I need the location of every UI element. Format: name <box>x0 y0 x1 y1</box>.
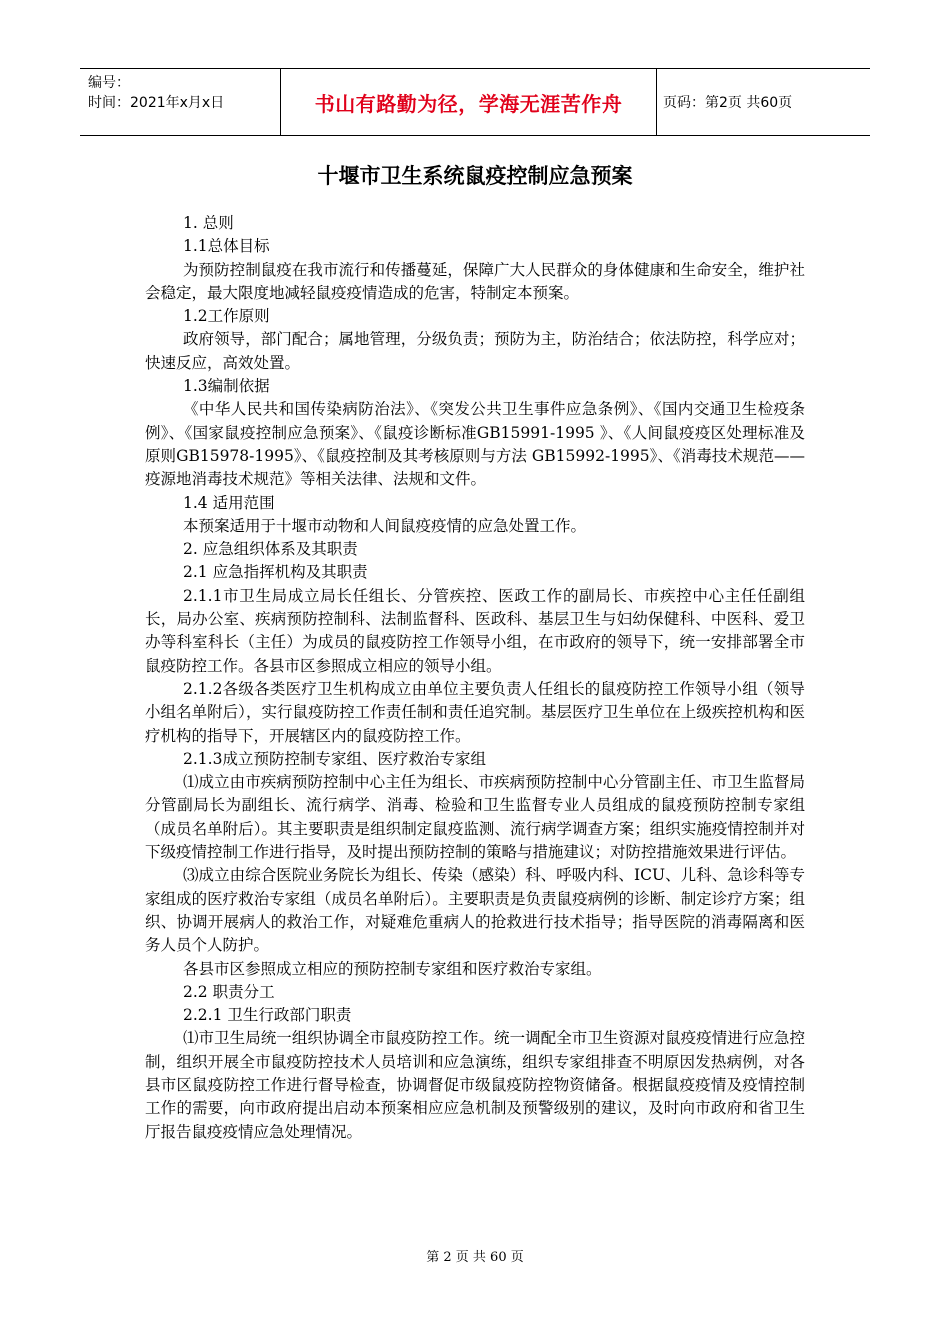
paragraph: 2.1.1市卫生局成立局长任组长、分管疾控、医政工作的副局长、市疾控中心主任任副组长，局办公室、疾病预防控制科、法制监督科、医政科、基层卫生与妇幼保健科、中医科、爱卫办等科室科长（主任）为成员的鼠疫防控工作领导小组，在市政府的领导下，统一安排部署全市鼠疫防控工作。各县市区参照成立相应的领导小组。 <box>145 586 805 675</box>
paragraph: 本预案适用于十堰市动物和人间鼠疫疫情的应急处置工作。 <box>183 516 587 535</box>
document-body <box>145 212 805 1144</box>
document-number-label: 编号： <box>88 75 130 91</box>
paragraph: 2.1.3成立预防控制专家组、医疗救治专家组 <box>183 749 486 768</box>
document-title: 十堰市卫生系统鼠疫控制应急预案 <box>317 164 633 188</box>
paragraph: 2. 应急组织体系及其职责 <box>183 540 358 559</box>
document-date-label: 时间：2021年x月x日 <box>88 95 225 111</box>
paragraph: 2.1.2各级各类医疗卫生机构成立由单位主要负责人任组长的鼠疫防控工作领导小组（领导小组名单附后），实行鼠疫防控工作责任制和责任追究制。基层医疗卫生单位在上级疾控机构和医疗机构的指导下，开展辖区内的鼠疫防控工作。 <box>145 679 805 745</box>
paragraph: 2.1 应急指挥机构及其职责 <box>183 563 368 582</box>
paragraph: ⑶成立由综合医院业务院长为组长、传染（感染）科、呼吸内科、ICU、儿科、急诊科等专家组成的医疗救治专家组（成员名单附后）。主要职责是负责鼠疫病例的诊断、制定诊疗方案；组织、协调开展病人的救治工作，对疑难危重病人的抢救进行技术指导；指导医院的消毒隔离和医务人员个人防护。 <box>145 866 805 955</box>
paragraph: 1.1总体目标 <box>183 237 270 256</box>
paragraph: 1. 总则 <box>183 214 234 232</box>
paragraph: 2.2.1 卫生行政部门职责 <box>183 1006 352 1025</box>
header-page-info: 页码：第2页 共60页 <box>663 95 793 111</box>
page-header <box>80 68 870 136</box>
header-motto: 书山有路勤为径，学海无涯苦作舟 <box>280 69 657 135</box>
paragraph: 1.3编制依据 <box>183 377 270 396</box>
header-left-cell <box>80 69 280 135</box>
paragraph: ⑴成立由市疾病预防控制中心主任为组长、市疾病预防控制中心分管副主任、市卫生监督局分管副局长为副组长、流行病学、消毒、检验和卫生监督专业人员组成的鼠疫预防控制专家组（成员名单附后）。其主要职责是组织制定鼠疫监测、流行病学调查方案；组织实施疫情控制并对下级疫情控制工作进行指导，及时提出预防控制的策略与措施建议；对防控措施效果进行评估。 <box>145 773 805 862</box>
paragraph: 2.2 职责分工 <box>183 982 275 1001</box>
paragraph: 为预防控制鼠疫在我市流行和传播蔓延，保障广大人民群众的身体健康和生命安全，维护社会稳定，最大限度地减轻鼠疫疫情造成的危害，特制定本预案。 <box>145 260 805 302</box>
paragraph: ⑴市卫生局统一组织协调全市鼠疫防控工作。统一调配全市卫生资源对鼠疫疫情进行应急控制，组织开展全市鼠疫防控技术人员培训和应急演练，组织专家组排查不明原因发热病例，对各县市区鼠疫防控工作进行督导检查，协调督促市级鼠疫防控物资储备。根据鼠疫疫情及疫情控制工作的需要，向市政府提出启动本预案相应应急机制及预警级别的建议，及时向市政府和省卫生厅报告鼠疫疫情应急处理情况。 <box>145 1029 805 1141</box>
paragraph: 政府领导，部门配合；属地管理，分级负责；预防为主，防治结合；依法防控，科学应对；快速反应，高效处置。 <box>145 330 805 372</box>
paragraph: 1.4 适用范围 <box>183 493 275 512</box>
paragraph: 《中华人民共和国传染病防治法》、《突发公共卫生事件应急条例》、《国内交通卫生检疫条例》、《国家鼠疫控制应急预案》、《鼠疫诊断标准GB15991-1995 》、《人间鼠疫疫区处理标准及原则GB15978-1995》、《鼠疫控制及其考核原则与方法 GB15992-1995》、《消毒技术规范——疫源地消毒技术规范》等相关法律、法规和文件。 <box>145 400 805 489</box>
paragraph: 各县市区参照成立相应的预防控制专家组和医疗救治专家组。 <box>183 959 602 978</box>
paragraph: 1.2工作原则 <box>183 307 270 326</box>
page-footer: 第 2 页 共 60 页 <box>426 1250 524 1265</box>
